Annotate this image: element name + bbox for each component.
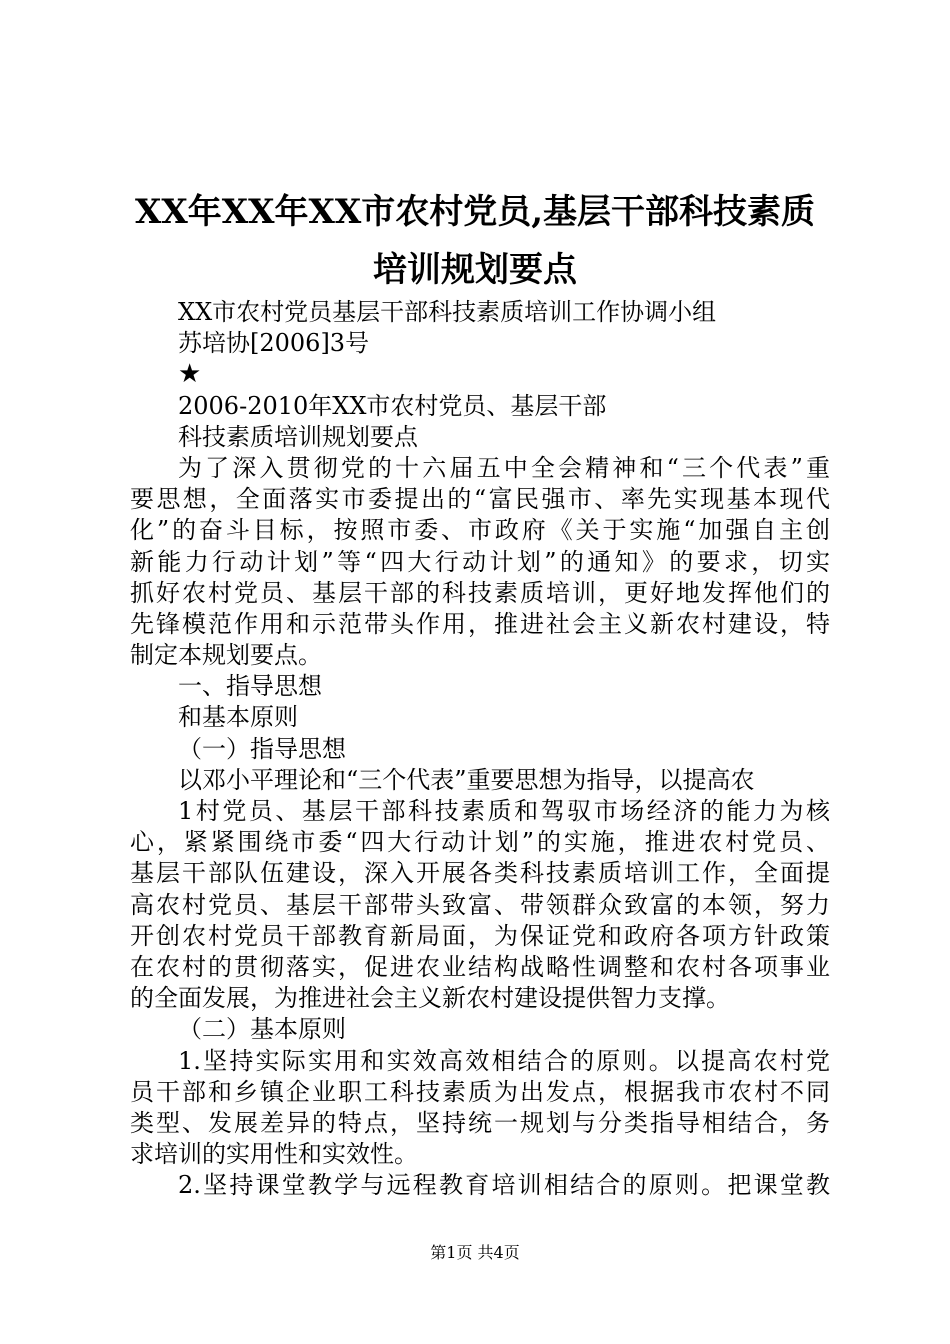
document-number: 苏培协[2006]3号 [178,329,370,358]
subtitle-line-1: 2006-2010年XX市农村党员、基层干部 [178,391,607,420]
paragraph-line: 基层干部队伍建设，深入开展各类科技素质培训工作，全面提 [130,859,830,888]
paragraph-line: 以邓小平理论和“三个代表”重要思想为指导，以提高农 [178,765,755,794]
paragraph-line: 员干部和乡镇企业职工科技素质为出发点，根据我市农村不同 [130,1077,830,1106]
paragraph-line: 新能力行动计划”等“四大行动计划”的通知》的要求，切实 [130,547,830,576]
paragraph-line: 求培训的实用性和实效性。 [130,1140,418,1169]
section-heading: 一、指导思想 [178,672,322,701]
paragraph-line: 抓好农村党员、基层干部的科技素质培训，更好地发挥他们的 [130,578,830,607]
paragraph-line: 在农村的贯彻落实，促进农业结构战略性调整和农村各项事业 [130,952,830,981]
paragraph-line: 类型、发展差异的特点，坚持统一规划与分类指导相结合，务 [130,1108,830,1137]
paragraph-line: 2.坚持课堂教学与远程教育培训相结合的原则。把课堂教 [178,1171,830,1200]
paragraph-line: 要思想，全面落实市委提出的“富民强市、率先实现基本现代 [130,485,830,514]
page-footer: 第1页 共4页 [430,1243,520,1262]
subsection-heading: （一）指导思想 [178,734,346,763]
star-icon: ★ [178,359,202,390]
document-title-line-1: XX年XX年XX市农村党员,基层干部科技素质 [134,192,816,232]
paragraph-line: 的全面发展，为推进社会主义新农村建设提供智力支撑。 [130,984,730,1013]
paragraph-line: 化”的奋斗目标，按照市委、市政府《关于实施“加强自主创 [130,516,830,545]
issuer-line: XX市农村党员基层干部科技素质培训工作协调小组 [178,298,717,326]
paragraph-line: 制定本规划要点。 [130,641,322,670]
subsection-heading: （二）基本原则 [178,1015,346,1044]
subtitle-line-2: 科技素质培训规划要点 [178,422,418,451]
paragraph-line: 为了深入贯彻党的十六届五中全会精神和“三个代表”重 [178,453,830,482]
paragraph-line: 高农村党员、基层干部带头致富、带领群众致富的本领，努力 [130,890,830,919]
paragraph-line: 心，紧紧围绕市委“四大行动计划”的实施，推进农村党员、 [130,828,830,857]
document-body [130,297,830,1201]
section-heading-continued: 和基本原则 [178,703,298,732]
paragraph-line: 1村党员、基层干部科技素质和驾驭市场经济的能力为核 [178,797,830,825]
document-title-line-2: 培训规划要点 [373,250,577,290]
paragraph-line: 先锋模范作用和示范带头作用，推进社会主义新农村建设，特 [130,609,830,638]
paragraph-line: 开创农村党员干部教育新局面，为保证党和政府各项方针政策 [130,921,830,950]
paragraph-line: 1.坚持实际实用和实效高效相结合的原则。以提高农村党 [178,1046,830,1075]
